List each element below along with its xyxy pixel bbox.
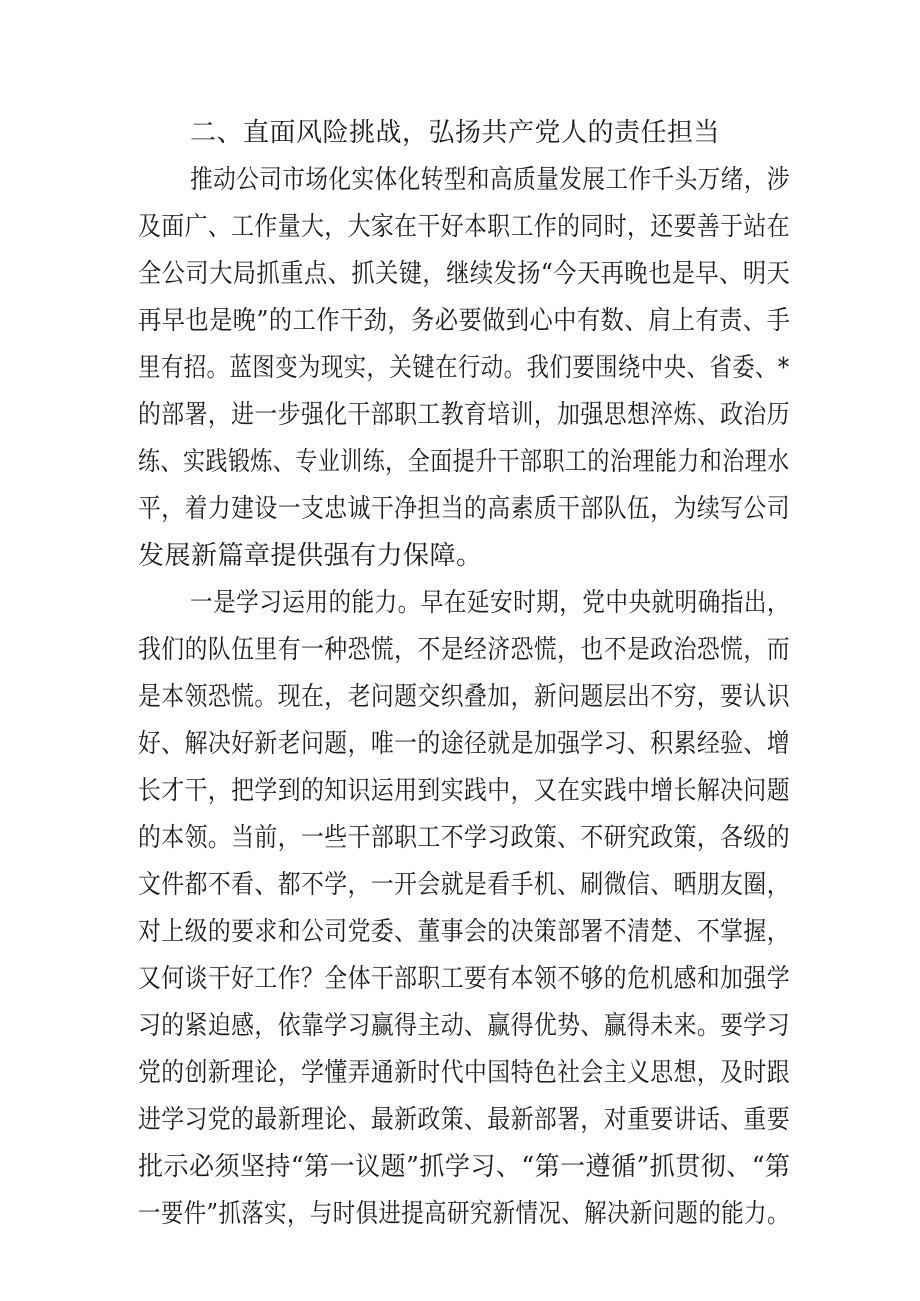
paragraph-line: 的部署，进一步强化干部职工教育培训，加强思想淬炼、政治历 (138, 400, 791, 430)
paragraph-line: 一是学习运用的能力。早在延安时期，党中央就明确指出， (190, 588, 790, 618)
paragraph-line: 习的紧迫感，依靠学习赢得主动、赢得优势、赢得未来。要学习 (138, 1011, 791, 1041)
paragraph-line: 推动公司市场化实体化转型和高质量发展工作千头万绪，涉 (190, 165, 790, 195)
paragraph-line: 是本领恐慌。现在，老问题交织叠加，新问题层出不穷，要认识 (138, 682, 791, 712)
paragraph-line: 又何谈干好工作？全体干部职工要有本领不够的危机感和加强学 (138, 964, 791, 994)
paragraph-line: 平，着力建设一支忠诚干净担当的高素质干部队伍，为续写公司 (138, 494, 791, 524)
paragraph-line: 进学习党的最新理论、最新政策、最新部署，对重要讲话、重要 (138, 1105, 791, 1135)
paragraph-line: 党的创新理论，学懂弄通新时代中国特色社会主义思想，及时跟 (138, 1058, 791, 1088)
paragraph-line: 文件都不看、都不学，一开会就是看手机、刷微信、晒朋友圈， (138, 870, 791, 900)
paragraph-line: 发展新篇章提供强有力保障。 (138, 541, 483, 571)
section-heading: 二、直面风险挑战，弘扬共产党人的责任担当 (190, 118, 721, 148)
paragraph-line: 的本领。当前，一些干部职工不学习政策、不研究政策，各级的 (138, 823, 791, 853)
paragraph-line: 及面广、工作量大，大家在干好本职工作的同时，还要善于站在 (138, 212, 791, 242)
paragraph-line: 再早也是晚”的工作干劲，务必要做到心中有数、肩上有责、手 (138, 306, 791, 336)
paragraph-line: 长才干，把学到的知识运用到实践中，又在实践中增长解决问题 (138, 776, 791, 806)
paragraph-line: 里有招。蓝图变为现实，关键在行动。我们要围绕中央、省委、* (138, 353, 790, 383)
paragraph-line: 练、实践锻炼、专业训练，全面提升干部职工的治理能力和治理水 (138, 447, 790, 477)
paragraph-line: 好、解决好新老问题，唯一的途径就是加强学习、积累经验、增 (138, 729, 791, 759)
paragraph-line: 全公司大局抓重点、抓关键，继续发扬“今天再晚也是早、明天 (138, 259, 791, 289)
paragraph-line: 对上级的要求和公司党委、董事会的决策部署不清楚、不掌握， (138, 917, 791, 947)
paragraph-line: 批示必须坚持“第一议题”抓学习、“第一遵循”抓贯彻、“第 (138, 1152, 791, 1182)
paragraph-line: 一要件”抓落实，与时俱进提高研究新情况、解决新问题的能力。 (138, 1199, 790, 1229)
paragraph-line: 我们的队伍里有一种恐慌，不是经济恐慌，也不是政治恐慌，而 (138, 635, 791, 665)
